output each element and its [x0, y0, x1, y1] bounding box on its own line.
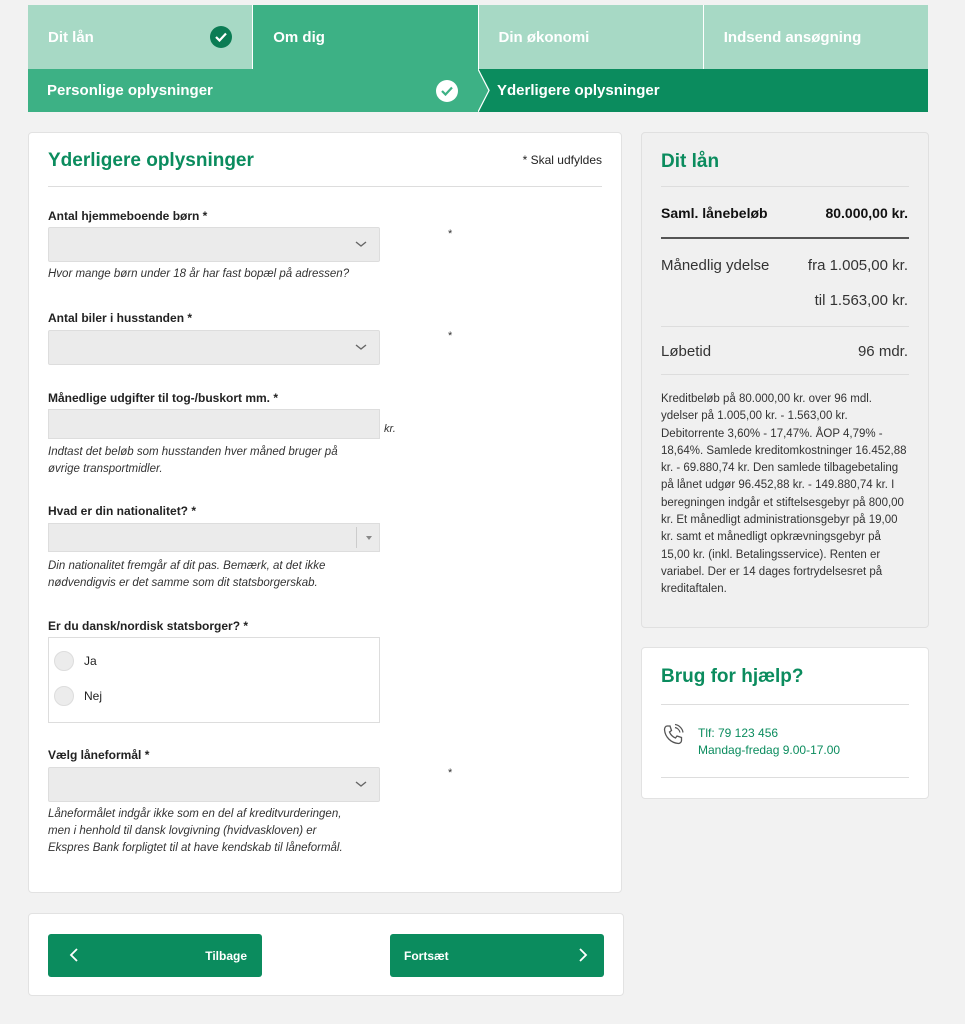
- phone-icon: [661, 723, 685, 747]
- chevron-down-icon: [355, 341, 367, 353]
- divider: [48, 186, 602, 187]
- radio-label: Ja: [84, 654, 97, 668]
- monthly-label: Månedlig ydelse: [661, 257, 770, 274]
- continue-label: Fortsæt: [404, 948, 449, 963]
- back-button[interactable]: [48, 934, 262, 977]
- divider: [661, 326, 909, 327]
- substep-personlige-oplysninger[interactable]: [28, 69, 478, 112]
- citizen-radio-group: [48, 637, 380, 723]
- nationality-label: Hvad er din nationalitet? *: [48, 504, 197, 518]
- step-label: Indsend ansøgning: [723, 28, 862, 46]
- help-line: Låneformålet indgår ikke som en del af kreditvurderingen,: [48, 808, 342, 820]
- purpose-select[interactable]: [48, 767, 380, 802]
- help-line: Indtast det beløb som husstanden hver måned bruger på: [48, 446, 338, 458]
- radio-button[interactable]: [54, 651, 74, 671]
- form-card: [28, 132, 622, 893]
- check-icon: [436, 80, 458, 102]
- monthly-to: til 1.563,00 kr.: [814, 292, 908, 309]
- progress-steps: [28, 5, 928, 69]
- form-title: Yderligere oplysninger: [48, 150, 254, 171]
- step-label: Dit lån: [48, 28, 94, 46]
- required-star: *: [448, 767, 453, 779]
- sub-steps: [28, 69, 928, 112]
- substep-label: Yderligere oplysninger: [497, 82, 660, 99]
- children-select[interactable]: [48, 227, 380, 262]
- children-help: Hvor mange børn under 18 år har fast bopæl på adressen?: [48, 268, 350, 280]
- divider: [661, 777, 909, 778]
- nationality-combobox[interactable]: [48, 523, 380, 552]
- help-line: Din nationalitet fremgår af dit pas. Bemærk, at det ikke: [48, 560, 326, 572]
- check-icon: [210, 26, 232, 48]
- step-om-dig[interactable]: [252, 5, 477, 69]
- help-card: [641, 647, 929, 799]
- divider: [661, 186, 909, 187]
- divider: [661, 374, 909, 375]
- help-line: øvrige transportmidler.: [48, 463, 163, 475]
- loan-total-row: [661, 205, 908, 221]
- divider: [661, 237, 909, 239]
- transport-input[interactable]: [48, 409, 380, 439]
- opening-hours: Mandag-fredag 9.00-17.00: [698, 743, 841, 757]
- monthly-from: fra 1.005,00 kr.: [807, 257, 908, 274]
- help-title: Brug for hjælp?: [661, 666, 804, 687]
- purpose-help: [48, 806, 343, 857]
- radio-button[interactable]: [54, 686, 74, 706]
- chevron-down-icon: [355, 238, 367, 250]
- help-line: Ekspres Bank forpligtet til at have kendskab til låneformål.: [48, 842, 343, 854]
- divider: [661, 704, 909, 705]
- transport-label: Månedlige udgifter til tog-/buskort mm. *: [48, 391, 279, 405]
- radio-option-ja[interactable]: [54, 651, 97, 671]
- transport-help: [48, 444, 338, 478]
- term-value: 96 mdr.: [857, 343, 908, 360]
- monthly-payment-row: [661, 257, 908, 274]
- term-row: [661, 343, 908, 360]
- substep-label: Personlige oplysninger: [47, 82, 213, 99]
- chevron-down-icon: [355, 778, 367, 790]
- required-note: * Skal udfyldes: [522, 153, 602, 167]
- step-din-oekonomi: [478, 5, 703, 69]
- chevron-left-icon: [69, 948, 79, 962]
- cars-select[interactable]: [48, 330, 380, 365]
- help-line: men i henhold til dansk lovgivning (hvidvaskloven) er: [48, 825, 317, 837]
- combo-separator: [356, 527, 357, 548]
- continue-button[interactable]: [390, 934, 604, 977]
- children-label: Antal hjemmeboende børn *: [48, 209, 208, 223]
- loan-summary-card: [641, 132, 929, 628]
- step-dit-laan[interactable]: [28, 5, 252, 69]
- help-line: nødvendigvis er det samme som dit statsborgerskab.: [48, 577, 318, 589]
- purpose-label: Vælg låneformål *: [48, 748, 150, 762]
- transport-unit: kr.: [384, 423, 396, 435]
- navigation-card: [28, 913, 624, 996]
- cars-label: Antal biler i husstanden *: [48, 311, 193, 325]
- term-label: Løbetid: [661, 343, 712, 360]
- caret-down-icon[interactable]: [366, 536, 372, 540]
- radio-label: Nej: [84, 689, 103, 703]
- contact-info: [698, 725, 840, 759]
- back-label: Tilbage: [205, 948, 247, 963]
- required-star: *: [448, 330, 453, 342]
- step-indsend-ansoegning: [703, 5, 928, 69]
- step-label: Om dig: [273, 28, 325, 46]
- credit-disclaimer: Kreditbeløb på 80.000,00 kr. over 96 mdl. ydelser på 1.005,00 kr. - 1.563,00 kr. Debitorrente 3,60% - 17,47%. ÅOP 4,79% - 18,64%. Samlede kreditomkostninger 16.452,88 kr. - 69.880,74 kr. Den samlede tilbagebetaling på lånet udgør 96.452,88 kr. - 149.880,74 kr. I beregningen indgår et stiftelsesgebyr på 800,00 kr. Et månedligt administrationsgebyr på 19,00 kr. samt et månedligt opkrævningsgebyr på 15,00 kr. (inkl. Betalingsservice). Renten er variabel. Der er 14 dages fortrydelsesret på kreditaftalen.: [661, 393, 907, 596]
- loan-title: Dit lån: [661, 151, 720, 172]
- substep-yderligere-oplysninger: [478, 69, 660, 112]
- radio-option-nej[interactable]: [54, 686, 102, 706]
- loan-total-value: 80.000,00 kr.: [825, 205, 908, 221]
- phone-link[interactable]: Tlf: 79 123 456: [698, 726, 779, 740]
- chevron-right-icon: [578, 948, 588, 962]
- required-star: *: [448, 228, 453, 240]
- step-label: Din økonomi: [498, 28, 590, 46]
- citizen-label: Er du dansk/nordisk statsborger? *: [48, 619, 249, 633]
- loan-total-label: Saml. lånebeløb: [661, 205, 768, 221]
- monthly-payment-to-row: [661, 292, 908, 309]
- nationality-help: [48, 558, 325, 592]
